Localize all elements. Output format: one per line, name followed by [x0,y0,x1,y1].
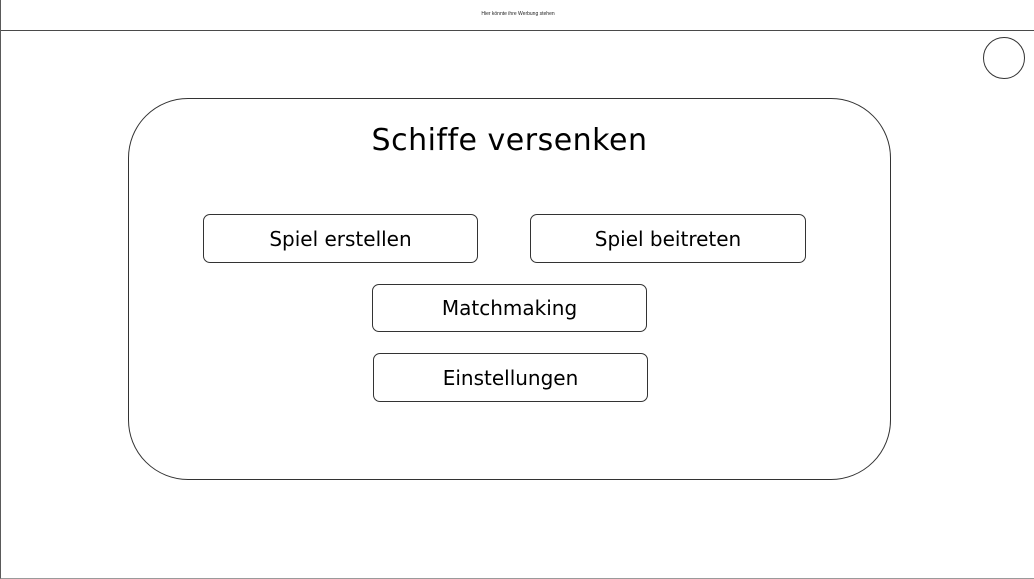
ad-banner[interactable] [1,0,1034,31]
profile-avatar-button[interactable] [983,37,1025,79]
join-game-button[interactable]: Spiel beitreten [530,214,806,263]
game-title: Schiffe versenken [371,123,648,158]
matchmaking-button[interactable]: Matchmaking [372,284,647,332]
create-game-button[interactable]: Spiel erstellen [203,214,478,263]
ad-banner-text: Hier könnte ihre Werbung stehen [481,11,555,17]
settings-button[interactable]: Einstellungen [373,353,648,402]
